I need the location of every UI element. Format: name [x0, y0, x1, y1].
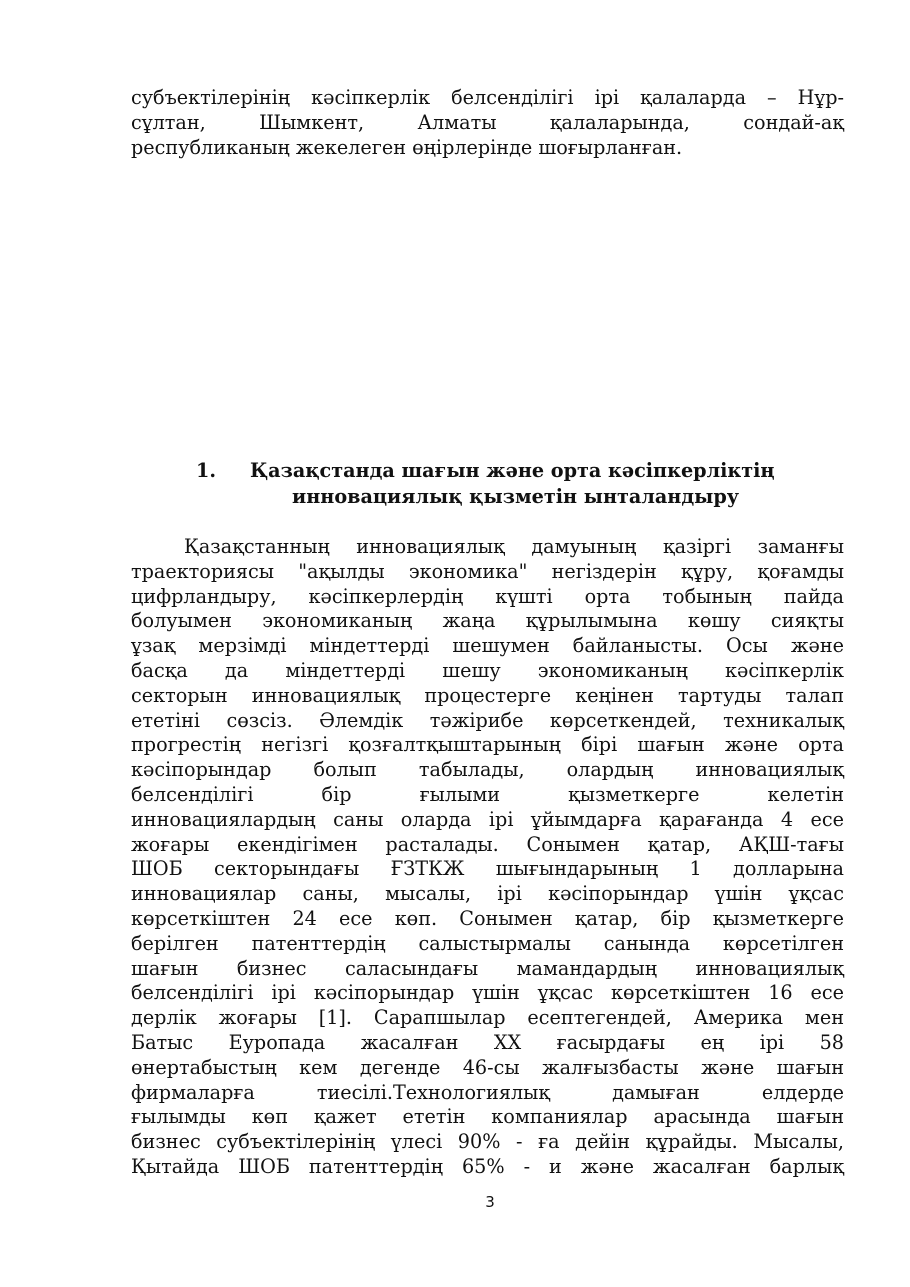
paragraph-line: өнертабыстың кем дегенде 46-сы жалғызбасты және шағын — [131, 1055, 844, 1079]
paragraph-line: ШОБ секторындағы ҒЗТКЖ шығындарының 1 долларына — [131, 857, 844, 881]
paragraph-line: ететіні сөзсіз. Әлемдік тәжірибе көрсеткендей, техникалық — [131, 708, 844, 732]
paragraph-line: цифрландыру, кәсіпкерлердің күшті орта тобының пайда — [131, 584, 844, 608]
paragraph-line: республиканың жекелеген өңірлерінде шоғырланған. — [131, 135, 683, 159]
section-title-line-2: инновациялық қызметін ынталандыру — [292, 485, 740, 508]
paragraph-line: Қазақстанның инновациялық дамуының қазіргі заманғы — [184, 535, 844, 558]
paragraph-line: субъектілерінің кәсіпкерлік белсенділігі ірі қалаларда – Нұр- — [131, 86, 844, 109]
paragraph-line: траекториясы "ақылды экономика" негіздерін құру, қоғамды — [131, 559, 844, 583]
paragraph-line: инновациялардың саны оларда ірі ұйымдарға қарағанда 4 есе — [131, 807, 844, 831]
paragraph-line: берілген патенттердің салыстырмалы санында көрсетілген — [131, 931, 844, 955]
paragraph-line: болуымен экономиканың жаңа құрылымына көшу сияқты — [131, 609, 844, 633]
paragraph-line: дерлік жоғары [1]. Сарапшылар есептегендей, Америка мен — [131, 1006, 844, 1030]
paragraph-line: көрсеткіштен 24 есе көп. Сонымен қатар, бір қызметкерге — [131, 906, 844, 930]
paragraph-line: жоғары екендігімен расталады. Сонымен қатар, АҚШ-тағы — [131, 832, 844, 856]
body-paragraph — [131, 535, 844, 1180]
paragraph-line: секторын инновациялық процестерге кеңінен тартуды талап — [131, 683, 844, 707]
paragraph-line: басқа да міндеттерді шешу экономиканың кәсіпкерлік — [131, 658, 844, 682]
paragraph-line: кәсіпорындар болып табылады, олардың инновациялық — [131, 758, 844, 782]
section-number: 1. — [196, 459, 217, 482]
paragraph-line: фирмаларға тиесілі.Технологиялық дамыған елдерде — [131, 1080, 844, 1104]
paragraph-line: Батыс Еуропада жасалған XX ғасырдағы ең ірі 58 — [131, 1030, 844, 1054]
paragraph-line: инновациялар саны, мысалы, ірі кәсіпорындар үшін ұқсас — [131, 882, 844, 906]
paragraph-line: Қытайда ШОБ патенттердің 65% - и және жасалған барлық — [131, 1154, 844, 1178]
paragraph-line: белсенділігі ірі кәсіпорындар үшін ұқсас көрсеткіштен 16 есе — [131, 981, 844, 1005]
paragraph-line: прогрестің негізгі қозғалтқыштарының бірі шағын және орта — [131, 733, 844, 757]
paragraph-line: сұлтан, Шымкент, Алматы қалаларында, сондай-ақ — [131, 110, 844, 134]
paragraph-line: ұзақ мерзімді міндеттерді шешумен байланысты. Осы және — [131, 634, 844, 658]
page-number: 3 — [485, 1193, 495, 1211]
paragraph-line: бизнес субъектілерінің үлесі 90% - ға дейін құрайды. Мысалы, — [131, 1130, 844, 1154]
top-paragraph — [131, 86, 844, 160]
paragraph-line: белсенділігі бір ғылыми қызметкерге келетін — [131, 782, 844, 806]
paragraph-line: ғылымды көп қажет ететін компаниялар арасында шағын — [131, 1105, 844, 1129]
section-title-line-1: Қазақстанда шағын және орта кәсіпкерліктің — [250, 459, 775, 482]
paragraph-line: шағын бизнес саласындағы мамандардың инновациялық — [131, 956, 844, 980]
